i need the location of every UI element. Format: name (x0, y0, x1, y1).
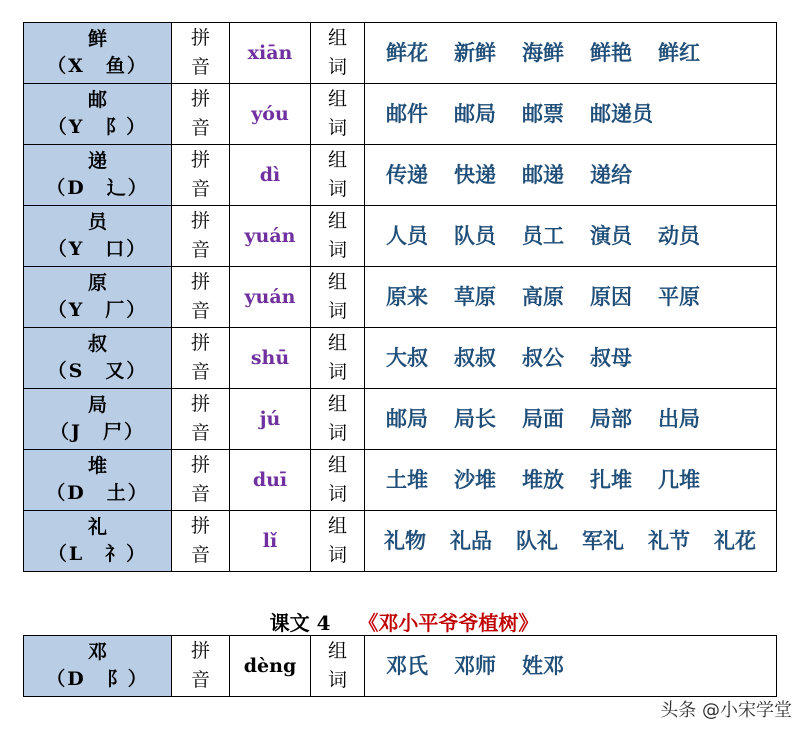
words-label-char: 组 (327, 210, 347, 232)
word: 姓邓 (522, 653, 564, 678)
word: 队礼 (516, 528, 558, 553)
word: 沙堆 (454, 467, 496, 492)
character-cell (24, 206, 172, 267)
character: 员 (87, 211, 107, 233)
words-label-char: 组 (327, 515, 347, 537)
words-label-char: 词 (327, 300, 347, 322)
pinyin-label-char: 拼 (190, 27, 210, 49)
words-label (311, 636, 365, 697)
word: 鲜花 (386, 40, 428, 65)
word: 叔公 (522, 345, 564, 370)
word: 局部 (590, 406, 632, 431)
word: 邮件 (386, 101, 428, 126)
pinyin-label (172, 328, 230, 389)
words-label (311, 511, 365, 572)
word: 海鲜 (522, 40, 564, 65)
words-label-char: 组 (327, 271, 347, 293)
word: 鲜艳 (590, 40, 632, 65)
character-cell (24, 23, 172, 84)
pinyin-label-char: 音 (190, 117, 210, 139)
word: 大叔 (386, 345, 428, 370)
vocab-row (24, 145, 777, 206)
pinyin-label-char: 拼 (190, 393, 210, 415)
word: 堆放 (522, 467, 564, 492)
words-label (311, 206, 365, 267)
word: 邮局 (454, 101, 496, 126)
words-label (311, 328, 365, 389)
word: 几堆 (658, 467, 700, 492)
character: 邓 (87, 641, 107, 663)
radical-hint: （Y 厂） (47, 299, 148, 321)
word: 鲜红 (658, 40, 700, 65)
character-cell (24, 511, 172, 572)
lesson-number: 课文 4 (269, 611, 331, 635)
word: 原来 (386, 284, 428, 309)
word: 邮局 (386, 406, 428, 431)
word: 叔叔 (454, 345, 496, 370)
word: 新鲜 (454, 40, 496, 65)
word: 演员 (590, 223, 632, 248)
words-label-char: 词 (327, 544, 347, 566)
words-label-char: 词 (327, 117, 347, 139)
lesson-table (23, 635, 777, 697)
character: 局 (87, 394, 107, 416)
words-label-char: 组 (327, 149, 347, 171)
pinyin-label-char: 音 (190, 239, 210, 261)
character-cell (24, 328, 172, 389)
word: 局面 (522, 406, 564, 431)
words-cell (365, 328, 777, 389)
words-cell (365, 206, 777, 267)
words-cell (365, 389, 777, 450)
word: 人员 (386, 223, 428, 248)
vocab-row (24, 389, 777, 450)
character: 堆 (87, 455, 107, 477)
words-label-char: 词 (327, 422, 347, 444)
vocab-row (24, 636, 777, 697)
character: 递 (87, 150, 107, 172)
pinyin-label-char: 拼 (190, 515, 210, 537)
words-cell (365, 267, 777, 328)
word: 邓氏 (386, 653, 428, 678)
radical-hint: （X 鱼） (47, 55, 148, 77)
pinyin-label (172, 145, 230, 206)
pinyin-label-char: 音 (190, 178, 210, 200)
word: 邮递员 (590, 101, 653, 126)
pinyin-label-char: 拼 (190, 332, 210, 354)
pinyin-label-char: 音 (190, 422, 210, 444)
words-label (311, 389, 365, 450)
words-label-char: 组 (327, 27, 347, 49)
pinyin: shū (230, 328, 311, 389)
pinyin-label (172, 267, 230, 328)
word: 叔母 (590, 345, 632, 370)
vocab-row (24, 84, 777, 145)
vocab-row (24, 328, 777, 389)
pinyin-label-char: 音 (190, 669, 210, 691)
word: 动员 (658, 223, 700, 248)
word: 礼节 (648, 528, 690, 553)
word: 邓师 (454, 653, 496, 678)
words-label-char: 组 (327, 640, 347, 662)
pinyin: xiān (230, 23, 311, 84)
words-label-char: 组 (327, 332, 347, 354)
pinyin-label-char: 音 (190, 56, 210, 78)
pinyin-label (172, 23, 230, 84)
pinyin-label-char: 拼 (190, 149, 210, 171)
words-cell (365, 84, 777, 145)
pinyin-label (172, 206, 230, 267)
pinyin-label (172, 511, 230, 572)
words-label-char: 词 (327, 178, 347, 200)
word: 扎堆 (590, 467, 632, 492)
character: 邮 (87, 89, 107, 111)
words-label (311, 450, 365, 511)
vocab-table (23, 22, 777, 572)
pinyin-label-char: 拼 (190, 271, 210, 293)
radical-hint: （S 又） (47, 360, 148, 382)
watermark: 头条 @小宋学堂 (660, 700, 792, 721)
words-label (311, 84, 365, 145)
character-cell (24, 145, 172, 206)
word: 邮递 (522, 162, 564, 187)
words-cell (365, 511, 777, 572)
words-label-char: 词 (327, 361, 347, 383)
word: 队员 (454, 223, 496, 248)
words-label-char: 组 (327, 88, 347, 110)
pinyin-label (172, 84, 230, 145)
lesson-title: 《邓小平爷爷植树》 (358, 611, 539, 635)
character: 鲜 (87, 28, 107, 50)
words-label-char: 词 (327, 483, 347, 505)
words-label (311, 267, 365, 328)
words-label (311, 145, 365, 206)
word: 平原 (658, 284, 700, 309)
pinyin-label (172, 450, 230, 511)
pinyin-label-char: 音 (190, 544, 210, 566)
vocab-row (24, 267, 777, 328)
words-label (311, 23, 365, 84)
pinyin-label-char: 音 (190, 361, 210, 383)
word: 局长 (454, 406, 496, 431)
vocab-row (24, 23, 777, 84)
pinyin-label (172, 389, 230, 450)
word: 员工 (522, 223, 564, 248)
words-cell (365, 636, 777, 697)
pinyin: yuán (230, 267, 311, 328)
character: 叔 (87, 333, 107, 355)
pinyin: dì (230, 145, 311, 206)
pinyin-label-char: 拼 (190, 640, 210, 662)
radical-hint: （L 礻） (47, 543, 148, 565)
pinyin: jú (230, 389, 311, 450)
pinyin: yuán (230, 206, 311, 267)
word: 礼品 (450, 528, 492, 553)
word: 草原 (454, 284, 496, 309)
character-cell (24, 389, 172, 450)
radical-hint: （D 阝） (46, 668, 149, 690)
pinyin: yóu (230, 84, 311, 145)
words-label-char: 组 (327, 454, 347, 476)
words-label-char: 词 (327, 56, 347, 78)
vocab-row (24, 450, 777, 511)
pinyin: lǐ (230, 511, 311, 572)
word: 递给 (590, 162, 632, 187)
words-cell (365, 450, 777, 511)
words-cell (365, 145, 777, 206)
pinyin: dèng (230, 636, 311, 697)
pinyin-label-char: 音 (190, 483, 210, 505)
pinyin-label-char: 音 (190, 300, 210, 322)
word: 快递 (454, 162, 496, 187)
words-label-char: 词 (327, 669, 347, 691)
character-cell (24, 450, 172, 511)
lesson-heading (0, 607, 808, 636)
word: 传递 (386, 162, 428, 187)
pinyin-label (172, 636, 230, 697)
word: 原因 (590, 284, 632, 309)
radical-hint: （D 土） (46, 482, 149, 504)
word: 土堆 (386, 467, 428, 492)
pinyin-label-char: 拼 (190, 210, 210, 232)
word: 邮票 (522, 101, 564, 126)
pinyin-label-char: 拼 (190, 454, 210, 476)
character-cell (24, 84, 172, 145)
word: 军礼 (582, 528, 624, 553)
character-cell (24, 636, 172, 697)
pinyin-label-char: 拼 (190, 88, 210, 110)
radical-hint: （J 尸） (50, 421, 145, 443)
word: 出局 (658, 406, 700, 431)
character: 原 (87, 272, 107, 294)
radical-hint: （Y 阝） (47, 116, 148, 138)
vocab-row (24, 511, 777, 572)
words-label-char: 组 (327, 393, 347, 415)
character: 礼 (87, 516, 107, 538)
word: 礼花 (714, 528, 756, 553)
character-cell (24, 267, 172, 328)
radical-hint: （D 辶） (46, 177, 149, 199)
pinyin: duī (230, 450, 311, 511)
word: 高原 (522, 284, 564, 309)
words-label-char: 词 (327, 239, 347, 261)
words-cell (365, 23, 777, 84)
vocab-row (24, 206, 777, 267)
word: 礼物 (384, 528, 426, 553)
radical-hint: （Y 口） (47, 238, 148, 260)
